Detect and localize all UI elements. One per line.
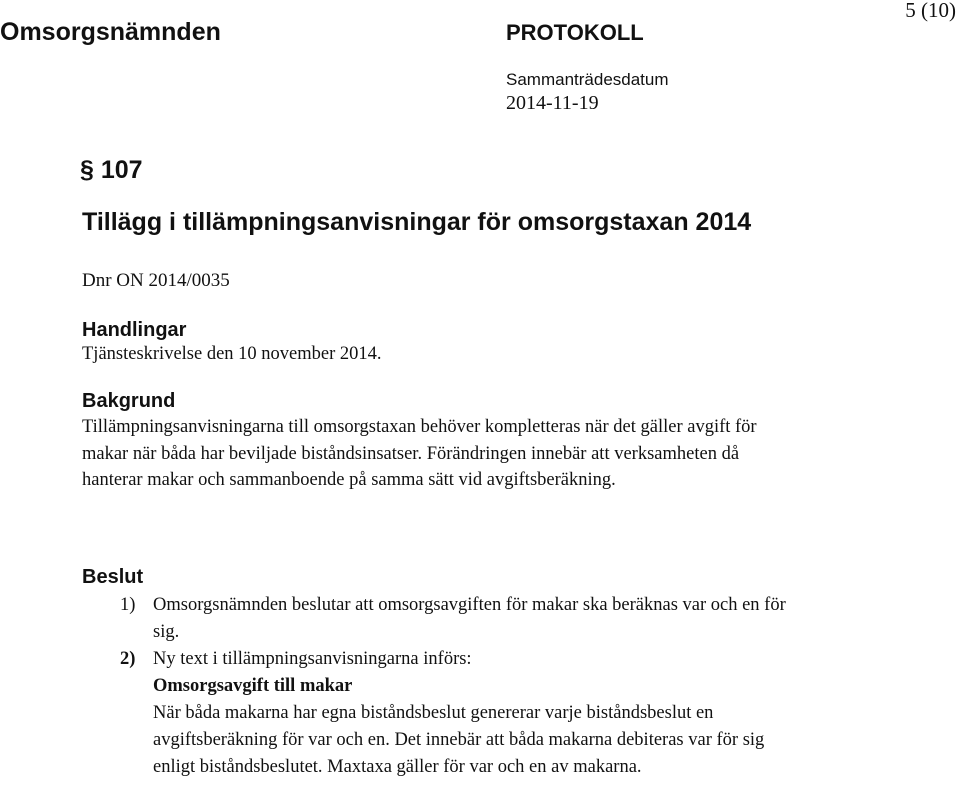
- beslut-item-number: 1): [120, 595, 136, 615]
- meeting-date-label: Sammanträdesdatum: [506, 70, 669, 89]
- bakgrund-section: [82, 388, 782, 494]
- paragraph-title: Tillägg i tillämpningsanvisningar för omsorgstaxan 2014: [82, 208, 752, 236]
- beslut-item-text: När båda makarna har egna biståndsbeslut genererar varje biståndsbeslut en avgiftsberäkning för var och en. Det innebär att båda makarna debiteras var för sig enligt biståndsbeslutet. Maxtaxa gäller för var och en av makarna.: [153, 703, 765, 777]
- paragraph-number: § 107: [80, 156, 143, 184]
- handlingar-heading: Handlingar: [82, 319, 187, 341]
- handlingar-section: [82, 318, 782, 366]
- beslut-item-text: Omsorgsnämnden beslutar att omsorgsavgiften för makar ska beräknas var och en för sig.: [153, 595, 786, 642]
- document-type: PROTOKOLL: [506, 20, 644, 45]
- handlingar-text: Tjänsteskrivelse den 10 november 2014.: [82, 344, 382, 364]
- beslut-item-subheading: Omsorgsavgift till makar: [153, 676, 353, 696]
- meeting-date: 2014-11-19: [506, 92, 599, 114]
- beslut-item-1: [120, 592, 800, 646]
- beslut-item-intro: Ny text i tillämpningsanvisningarna införs:: [153, 649, 472, 669]
- diary-number: Dnr ON 2014/0035: [82, 270, 230, 291]
- beslut-item-2: [120, 646, 800, 781]
- beslut-item-content: [153, 646, 800, 781]
- page-number: 5 (10): [905, 0, 956, 22]
- beslut-item-number: 2): [120, 649, 136, 669]
- bakgrund-heading: Bakgrund: [82, 390, 176, 412]
- bakgrund-text: Tillämpningsanvisningarna till omsorgstaxan behöver kompletteras när det gäller avgift för makar när båda har beviljade biståndsinsatser. Förändringen innebär att verksamheten då hanterar makar och sammanboende på samma sätt vid avgiftsberäkning.: [82, 417, 757, 490]
- organization-name: Omsorgsnämnden: [0, 18, 221, 46]
- beslut-list: [120, 592, 800, 781]
- beslut-heading: Beslut: [82, 566, 144, 588]
